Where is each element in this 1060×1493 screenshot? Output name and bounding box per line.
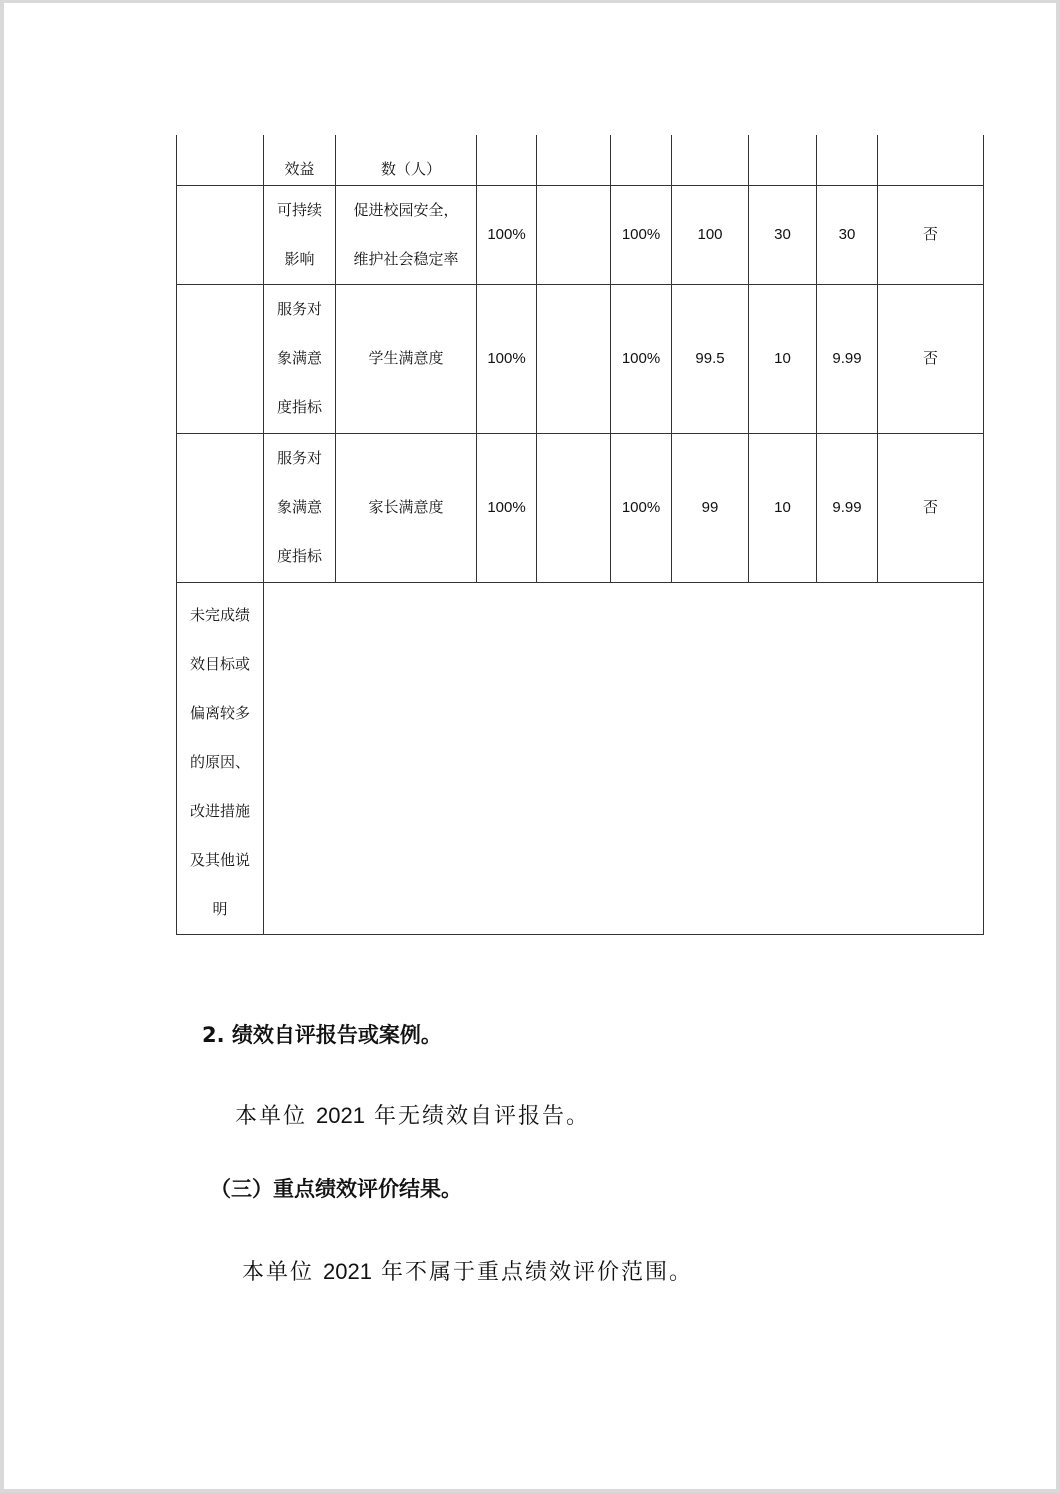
paragraph-self-eval: 本单位 2021 年无绩效自评报告。 [235, 1103, 590, 1129]
table-row [177, 433, 984, 582]
cell-flag: 否 [878, 433, 984, 582]
cell-actual: 100% [611, 433, 672, 582]
cell-score: 9.99 [817, 284, 878, 433]
table-row [177, 185, 984, 284]
cell-flag: 否 [878, 284, 984, 433]
cell-weight: 10 [749, 433, 817, 582]
section-heading-key-eval: （三）重点绩效评价结果。 [210, 1177, 462, 1201]
cell-subindicator: 服务对 象满意 度指标 [264, 284, 336, 433]
cell-score: 30 [817, 185, 878, 284]
document-page [4, 3, 1056, 1489]
cell-indicator: 促进校园安全， 维护社会稳定率 [336, 185, 477, 284]
cell-subindicator: 服务对 象满意 度指标 [264, 433, 336, 582]
cell-completion: 99 [672, 433, 749, 582]
cell-explanation-content [264, 582, 984, 934]
cell-completion: 100 [672, 185, 749, 284]
table-row [177, 284, 984, 433]
cell-score: 9.99 [817, 433, 878, 582]
section-heading-self-eval: 2. 绩效自评报告或案例。 [202, 1023, 442, 1047]
performance-table [176, 135, 984, 935]
cell-subindicator: 效益 [264, 135, 336, 185]
cell-weight: 10 [749, 284, 817, 433]
cell-actual: 100% [611, 284, 672, 433]
cell-weight: 30 [749, 185, 817, 284]
cell-annual-target: 100% [477, 433, 537, 582]
paragraph-key-eval: 本单位 2021 年不属于重点绩效评价范围。 [242, 1259, 693, 1285]
cell-explanation-label: 未完成绩 效目标或 偏离较多 的原因、 改进措施 及其他说 明 [177, 582, 264, 934]
cell-actual: 100% [611, 185, 672, 284]
table-row [177, 135, 984, 185]
cell-indicator: 学生满意度 [336, 284, 477, 433]
cell-annual-target: 100% [477, 185, 537, 284]
table-row [177, 582, 984, 934]
cell-indicator: 数（人） [336, 135, 477, 185]
cell-completion: 99.5 [672, 284, 749, 433]
cell-subindicator: 可持续 影响 [264, 185, 336, 284]
cell-indicator: 家长满意度 [336, 433, 477, 582]
cell-flag: 否 [878, 185, 984, 284]
cell-annual-target: 100% [477, 284, 537, 433]
